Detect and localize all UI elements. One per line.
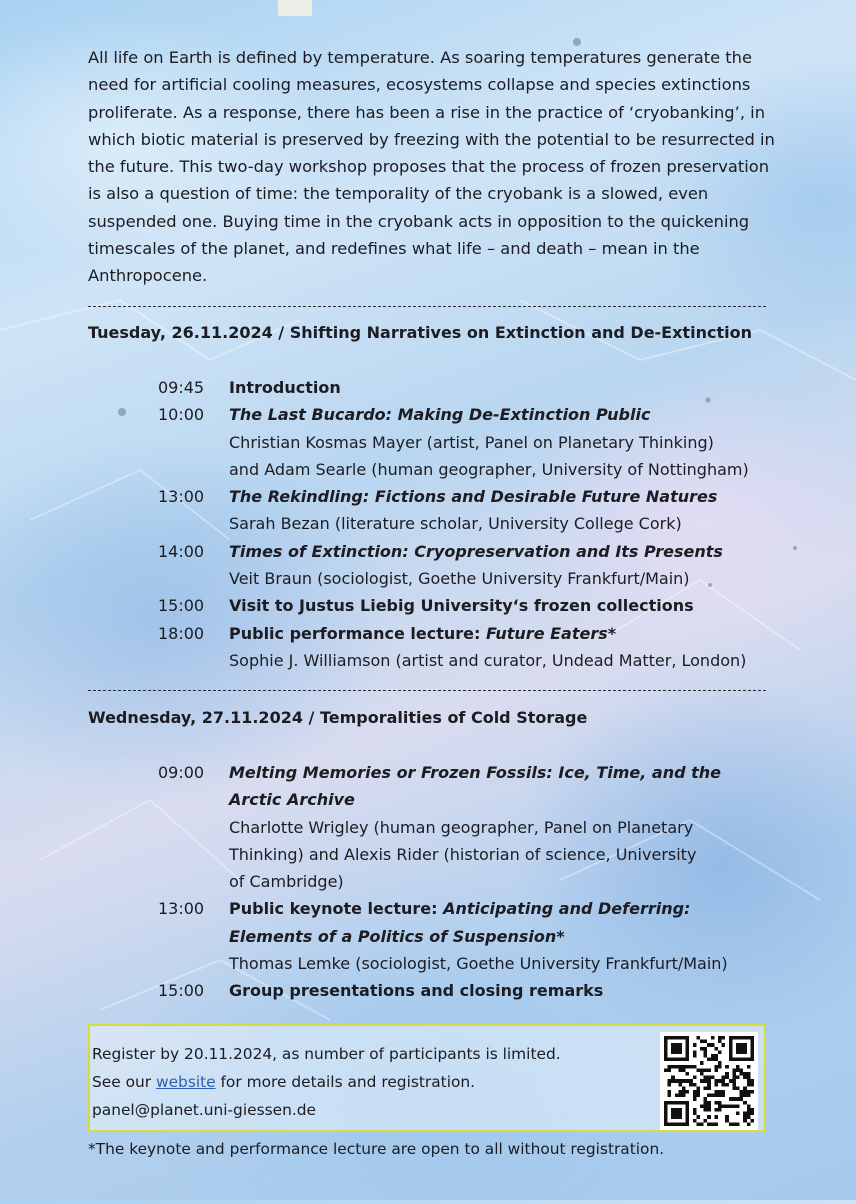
registration-text-pre: See our <box>92 1073 156 1091</box>
session-time: 15:00 <box>158 981 205 1001</box>
session-speakers: Thomas Lemke (sociologist, Goethe University Frankfurt/Main) <box>229 954 728 974</box>
schedule-item <box>158 759 778 895</box>
schedule-item <box>158 374 778 401</box>
session-time: 09:00 <box>158 763 205 782</box>
session-title-italic: Future Eaters* <box>485 623 617 643</box>
qr-code[interactable] <box>660 1032 758 1130</box>
schedule-item <box>158 592 778 619</box>
session-time: 14:00 <box>158 541 205 561</box>
session-title <box>229 620 778 647</box>
session-title-prefix: Public keynote lecture: <box>229 899 444 919</box>
dashed-divider <box>88 306 766 307</box>
schedule-item <box>158 620 778 675</box>
session-title: Elements of a Politics of Suspension* <box>229 926 565 946</box>
footnote: *The keynote and performance lecture are open to all without registration. <box>88 1140 665 1158</box>
day1-schedule <box>158 374 778 674</box>
session-title: The Last Bucardo: Making De-Extinction Public <box>229 405 651 425</box>
session-speakers: Sarah Bezan (literature scholar, University College Cork) <box>229 514 682 534</box>
session-speakers: Veit Braun (sociologist, Goethe University Frankfurt/Main) <box>229 569 690 589</box>
schedule-item <box>158 538 778 593</box>
session-speakers: Sophie J. Williamson (artist and curator, Undead Matter, London) <box>229 650 747 670</box>
schedule-item <box>158 895 778 977</box>
intro-paragraph: All life on Earth is defined by temperature. As soaring temperatures generate the need for artificial cooling measures, ecosystems collapse and species extinctions proliferate. As a response, there has been a rise in the practice of ‘cryobanking’, in which biotic material is preserved by freezing with the potential to be resurrected in the future. This two-day workshop proposes that the process of frozen preservation is also a question of time: the temporality of the cryobank is a slowed, even suspended one. Buying time in the cryobank acts in opposition to the quickening timescales of the planet, and redefines what life – and death – mean in the Anthropocene. <box>88 48 775 286</box>
session-time: 09:45 <box>158 378 205 397</box>
schedule-item <box>158 401 778 483</box>
session-title <box>229 895 778 922</box>
registration-text-post: for more details and registration. <box>215 1073 476 1091</box>
session-title-italic: Anticipating and Deferring: <box>443 899 691 919</box>
session-title-prefix: Public performance lecture: <box>229 623 486 643</box>
session-title: Melting Memories or Frozen Fossils: Ice, Time, and the <box>229 763 721 782</box>
session-speakers: and Adam Searle (human geographer, University of Nottingham) <box>229 459 749 479</box>
registration-text <box>92 1040 561 1124</box>
schedule-item <box>158 483 778 538</box>
day1-heading: Tuesday, 26.11.2024 / Shifting Narratives on Extinction and De-Extinction <box>88 323 752 342</box>
qr-code-image <box>664 1036 754 1126</box>
registration-website-line <box>92 1068 561 1096</box>
contact-email: panel@planet.uni-giessen.de <box>92 1101 316 1119</box>
session-time: 13:00 <box>158 899 205 919</box>
registration-box <box>88 1024 766 1132</box>
registration-deadline: Register by 20.11.2024, as number of participants is limited. <box>92 1045 561 1063</box>
session-time: 15:00 <box>158 596 205 616</box>
website-link[interactable]: website <box>156 1073 216 1091</box>
session-speakers: of Cambridge) <box>229 872 344 892</box>
session-time: 18:00 <box>158 623 205 643</box>
session-title: Arctic Archive <box>229 790 355 810</box>
session-time: 10:00 <box>158 405 205 425</box>
schedule-item <box>158 977 778 1004</box>
session-time: 13:00 <box>158 487 205 507</box>
session-title: Introduction <box>229 378 341 397</box>
session-title: Group presentations and closing remarks <box>229 981 604 1001</box>
dashed-divider <box>88 690 766 691</box>
session-title: Visit to Justus Liebig University‘s frozen collections <box>229 596 694 616</box>
session-speakers: Charlotte Wrigley (human geographer, Panel on Planetary <box>229 817 694 837</box>
session-speakers: Thinking) and Alexis Rider (historian of science, University <box>229 844 697 864</box>
day2-schedule <box>158 759 778 1005</box>
session-title: Times of Extinction: Cryopreservation and Its Presents <box>229 541 723 561</box>
day2-heading: Wednesday, 27.11.2024 / Temporalities of Cold Storage <box>88 708 588 727</box>
session-speakers: Christian Kosmas Mayer (artist, Panel on Planetary Thinking) <box>229 432 714 452</box>
session-title: The Rekindling: Fictions and Desirable Future Natures <box>229 487 718 507</box>
